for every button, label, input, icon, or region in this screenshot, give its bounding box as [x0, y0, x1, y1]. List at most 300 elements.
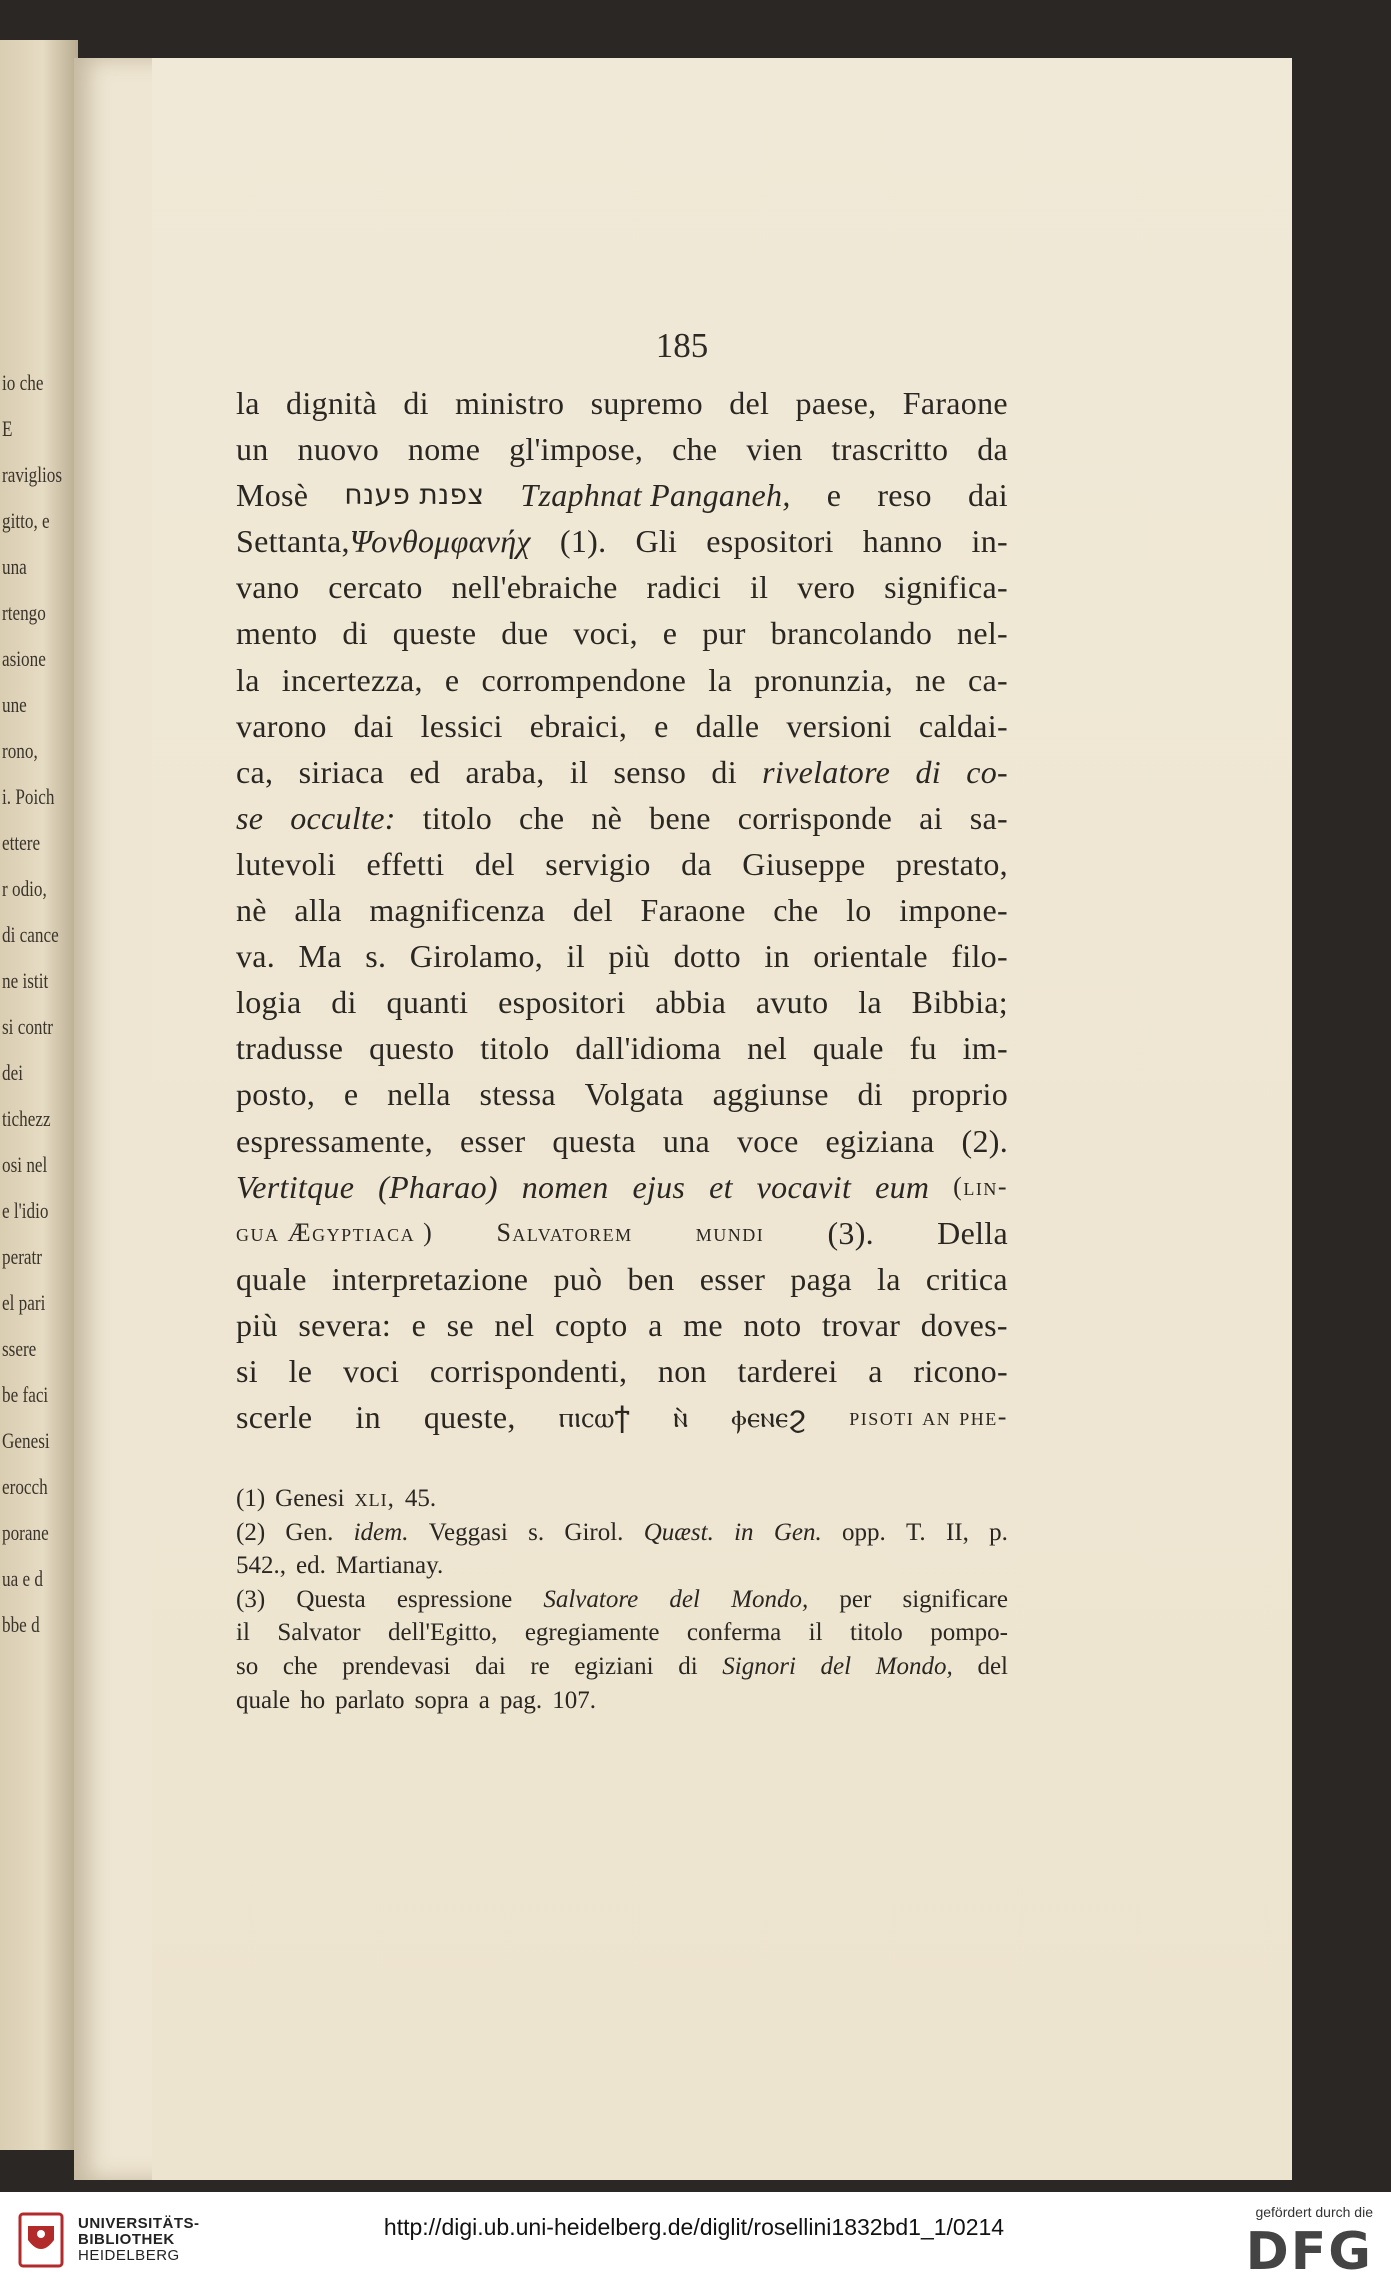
word: espressamente,	[236, 1122, 434, 1159]
word: tarderei	[737, 1352, 838, 1389]
word: T.	[906, 1518, 926, 1546]
word: so	[236, 1652, 259, 1680]
word: vano	[236, 569, 300, 606]
previous-page-edge	[0, 40, 78, 2150]
university-seal-icon	[18, 2212, 64, 2268]
word: va.	[236, 938, 276, 975]
word: ben	[627, 1260, 675, 1297]
page-number: 185	[655, 326, 709, 365]
prev-page-fragment: rtengo	[2, 600, 46, 625]
word: a	[478, 1686, 490, 1714]
word: bene	[649, 799, 711, 836]
word: quale	[236, 1260, 307, 1297]
prev-page-fragment: be faci	[2, 1382, 49, 1407]
word: ai	[919, 799, 943, 836]
prev-page-fragment: i. Poich	[2, 784, 55, 809]
word: dalle	[695, 707, 760, 744]
word: egiziana	[825, 1122, 935, 1159]
word: può	[553, 1260, 603, 1297]
word: ca-	[968, 661, 1008, 698]
word: critica	[925, 1260, 1008, 1297]
word: Salvator	[277, 1619, 361, 1647]
word: 542.,	[236, 1552, 286, 1580]
word: ed.	[296, 1552, 326, 1580]
word: nell'ebraiche	[451, 569, 618, 606]
word: espressione	[396, 1585, 513, 1613]
word: effetti	[366, 845, 445, 882]
word: non	[657, 1352, 707, 1389]
italic-word: di	[915, 753, 941, 790]
word: di	[403, 385, 429, 421]
prev-page-fragment: Genesi	[2, 1428, 50, 1453]
prev-page-fragment: dei	[2, 1060, 23, 1085]
word: titolo	[849, 1619, 903, 1647]
word: s.	[365, 938, 387, 975]
word: orientale	[813, 938, 928, 975]
word: mento	[236, 615, 318, 652]
word: aggiunse	[712, 1076, 829, 1113]
word: Bibbia;	[911, 984, 1008, 1021]
word: di	[342, 615, 368, 652]
word: hanno	[862, 523, 943, 560]
small-caps-word: (lin-	[953, 1171, 1008, 1201]
word: di	[857, 1076, 883, 1113]
text-line	[236, 933, 1008, 979]
word: araba,	[465, 753, 545, 790]
word: del	[729, 385, 770, 421]
italic-word: in	[734, 1518, 754, 1546]
small-caps-word: gua Ægyptiaca )	[236, 1217, 434, 1247]
word: incertezza,	[281, 661, 423, 698]
word: impone-	[899, 892, 1008, 929]
word: nè	[236, 892, 267, 929]
prev-page-fragment: erocch	[2, 1474, 48, 1499]
word: ho	[300, 1686, 326, 1714]
word: nel	[747, 1030, 788, 1067]
text-line	[236, 1256, 1008, 1302]
word: paga	[790, 1260, 852, 1297]
word: 107.	[552, 1686, 596, 1714]
word: dotto	[673, 938, 741, 975]
word: Mosè	[236, 477, 309, 514]
word: dell'Egitto,	[388, 1619, 498, 1647]
text-line	[236, 1071, 1008, 1117]
word: sopra	[414, 1686, 469, 1714]
word: Martianay.	[335, 1552, 444, 1580]
word: del	[572, 892, 613, 929]
word: che	[282, 1652, 318, 1680]
prev-page-fragment: ettere	[2, 830, 41, 855]
word: Gen.	[285, 1518, 334, 1546]
footnote-line	[236, 1482, 1008, 1516]
word: in	[764, 938, 790, 975]
italic-word: occulte:	[290, 799, 396, 836]
word: dai	[475, 1652, 506, 1680]
italic-word: Gen.	[773, 1518, 822, 1546]
word: dignità	[286, 385, 378, 421]
word: il	[566, 938, 585, 975]
word: Gli	[635, 523, 678, 560]
word: (2).	[961, 1122, 1008, 1159]
word: ministro	[455, 385, 565, 421]
word: una	[662, 1122, 711, 1159]
text-line	[236, 1302, 1008, 1348]
word: (1).	[559, 523, 607, 560]
word: quale	[812, 1030, 884, 1067]
italic-word: Salvatore	[543, 1585, 639, 1613]
word: p.	[989, 1518, 1008, 1546]
word: copto	[554, 1306, 628, 1343]
small-caps-word: Salvatorem	[496, 1217, 633, 1247]
word: più	[608, 938, 651, 975]
footnote-line	[236, 1583, 1008, 1617]
text-line	[236, 472, 1008, 518]
word: Ma	[298, 938, 342, 975]
word: abbia	[655, 984, 727, 1021]
italic-word: se	[236, 799, 264, 836]
prev-page-fragment: osi nel	[2, 1152, 48, 1177]
word: in	[355, 1399, 381, 1436]
word: noto	[743, 1306, 802, 1343]
logo-line-3: HEIDELBERG	[78, 2247, 180, 2264]
word: Veggasi	[428, 1518, 508, 1546]
word: che	[519, 799, 565, 836]
prev-page-fragment: rono,	[2, 738, 38, 763]
prev-page-fragment: gitto, e	[2, 508, 50, 533]
word: lessici	[420, 707, 503, 744]
word: la	[236, 661, 260, 698]
word: quale	[236, 1686, 291, 1714]
word: sa-	[969, 799, 1008, 836]
word: il	[808, 1619, 823, 1647]
word: dai	[967, 477, 1008, 514]
word: il	[749, 569, 769, 606]
italic-word: vocavit	[756, 1168, 852, 1205]
word: pag.	[499, 1686, 543, 1714]
word: siriaca	[298, 753, 385, 790]
italic-word: Tzaphnat Panganeh,	[520, 477, 791, 514]
coptic-word: ⲡⲓⲥⲱϯ	[558, 1400, 631, 1435]
word: nuovo	[297, 431, 380, 468]
prev-page-fragment: una	[2, 554, 27, 579]
italic-word: Quæst.	[643, 1518, 714, 1546]
word: logia	[236, 984, 302, 1021]
prev-page-fragment: ua e d	[2, 1566, 43, 1591]
italic-word: eum	[875, 1168, 930, 1205]
word: se	[446, 1306, 474, 1343]
word: il	[569, 753, 589, 790]
word: e	[444, 661, 460, 698]
word: conferma	[686, 1619, 782, 1647]
word: Della	[937, 1214, 1008, 1251]
prev-page-fragment: une	[2, 692, 27, 717]
word: lo	[846, 892, 872, 929]
word: significare	[902, 1585, 1008, 1613]
word: filo-	[951, 938, 1008, 975]
word: radici	[646, 569, 722, 606]
logo-line-2: BIBLIOTHEK	[78, 2231, 175, 2248]
prev-page-fragment: el pari	[2, 1290, 46, 1315]
word: voci	[342, 1352, 400, 1389]
italic-word: Mondo,	[731, 1585, 809, 1613]
word: re	[530, 1652, 550, 1680]
word: le	[288, 1352, 313, 1389]
word: corrompendone	[481, 661, 687, 698]
word: servigio	[545, 845, 651, 882]
word: avuto	[755, 984, 829, 1021]
word: trascritto	[831, 431, 949, 468]
word: ne	[915, 661, 946, 698]
word: a	[648, 1306, 663, 1343]
word: nè	[591, 799, 623, 836]
word: ebraici,	[529, 707, 628, 744]
italic-word: ejus	[632, 1168, 686, 1205]
word: magnificenza	[369, 892, 546, 929]
coptic-word: ⲫⲉⲛⲉϩ	[731, 1400, 807, 1435]
word: due	[501, 615, 549, 652]
word: espositori	[706, 523, 834, 560]
logo-line-1: UNIVERSITÄTS-	[78, 2215, 200, 2232]
prev-page-fragment: ssere	[2, 1336, 37, 1361]
word: si	[236, 1352, 258, 1389]
word: e	[654, 707, 669, 744]
text-line	[236, 1210, 1008, 1256]
word: queste	[392, 615, 477, 652]
text-line	[236, 380, 1008, 426]
word: nel-	[957, 615, 1008, 652]
prev-page-fragment: E	[2, 416, 13, 441]
word: Giuseppe	[742, 845, 866, 882]
word: nella	[387, 1076, 451, 1113]
word: Girol.	[564, 1518, 624, 1546]
italic-word: co-	[966, 753, 1008, 790]
word: caldai-	[918, 707, 1008, 744]
small-caps-word: pisoti an phe-	[849, 1402, 1008, 1432]
word: nel	[494, 1306, 535, 1343]
word: versioni	[786, 707, 892, 744]
body-text	[236, 380, 1008, 1440]
word: il	[236, 1619, 250, 1647]
text-line	[236, 979, 1008, 1025]
word: esser	[699, 1260, 766, 1297]
prev-page-fragment: asione	[2, 646, 46, 671]
word: scerle	[236, 1399, 313, 1436]
word: significa-	[884, 569, 1008, 606]
word: corrisponde	[737, 799, 893, 836]
word: quanti	[386, 984, 469, 1021]
word: più	[236, 1306, 278, 1343]
library-logo-text	[78, 2216, 200, 2264]
word: che	[672, 431, 718, 468]
word: la	[858, 984, 882, 1021]
prev-page-fragment: raviglios	[2, 462, 63, 487]
word: Faraone	[640, 892, 746, 929]
word: voce	[736, 1122, 799, 1159]
word: la	[708, 661, 732, 698]
text-line	[236, 610, 1008, 656]
word: brancolando	[770, 615, 933, 652]
word: (3).	[827, 1214, 874, 1251]
word: (2)	[236, 1518, 266, 1546]
word: proprio	[911, 1076, 1008, 1113]
word: reso	[877, 477, 932, 514]
word: titolo	[480, 1030, 550, 1067]
word: cercato	[328, 569, 423, 606]
word: parlato	[335, 1686, 405, 1714]
prev-page-fragment: tichezz	[2, 1106, 51, 1131]
italic-word: (Pharao)	[378, 1168, 498, 1205]
word: doves-	[920, 1306, 1008, 1343]
footnote-line	[236, 1650, 1008, 1684]
text-line	[236, 749, 1008, 795]
prev-page-fragment: si contr	[2, 1014, 54, 1039]
word: severa:	[298, 1306, 392, 1343]
word: Girolamo,	[409, 938, 544, 975]
prev-page-fragment: ne istit	[2, 968, 49, 993]
word: gl'impose,	[509, 431, 644, 468]
word: pompo-	[930, 1619, 1008, 1647]
text-line	[236, 657, 1008, 703]
text-line	[236, 518, 1008, 564]
prev-page-fragment: io che	[2, 370, 44, 395]
word: Faraone	[902, 385, 1008, 421]
italic-word: Mondo,	[875, 1652, 953, 1680]
text-line	[236, 426, 1008, 472]
source-url-link[interactable]: http://digi.ub.uni-heidelberg.de/diglit/rosellini1832bd1_1/0214	[383, 2214, 1005, 2240]
word: un	[236, 431, 269, 468]
word: pronunzia,	[754, 661, 894, 698]
word: Genesi	[275, 1485, 345, 1512]
word: corrispondenti,	[429, 1352, 628, 1389]
word: e	[826, 477, 842, 514]
word: che	[773, 892, 819, 929]
dfg-logo: DFG	[1245, 2222, 1373, 2282]
word: varono	[236, 707, 327, 744]
italic-word: Vertitque	[236, 1168, 355, 1205]
prev-page-fragment: peratr	[2, 1244, 43, 1269]
word: da	[977, 431, 1008, 468]
prev-page-fragment: e l'idio	[2, 1198, 49, 1223]
text-line	[236, 795, 1008, 841]
word: di	[711, 753, 737, 790]
word: vero	[797, 569, 856, 606]
word: espositori	[498, 984, 626, 1021]
word: e	[343, 1076, 359, 1113]
word: titolo	[422, 799, 493, 836]
text-line	[236, 887, 1008, 933]
book-page	[74, 58, 1292, 2180]
word: (1)	[236, 1485, 266, 1512]
text-line	[236, 703, 1008, 749]
word: Volgata	[584, 1076, 684, 1113]
word: stessa	[479, 1076, 556, 1113]
text-line	[236, 564, 1008, 610]
word: queste,	[423, 1399, 516, 1436]
funded-by-label: gefördert durch die	[1255, 2204, 1373, 2220]
word: s.	[528, 1518, 545, 1546]
italic-word: Signori	[722, 1652, 796, 1680]
word: e	[411, 1306, 427, 1343]
footnote-line	[236, 1516, 1008, 1550]
word: dai	[353, 707, 394, 744]
text-line	[236, 841, 1008, 887]
coptic-word: ⲛ̀	[673, 1400, 689, 1435]
footnote-line	[236, 1616, 1008, 1650]
word: la	[236, 385, 260, 421]
text-line	[236, 1164, 1008, 1210]
word: di	[678, 1652, 698, 1680]
text-line	[236, 1394, 1008, 1440]
word: interpretazione	[331, 1260, 529, 1297]
text-line	[236, 1118, 1008, 1164]
word: ed	[409, 753, 441, 790]
italic-word: nomen	[521, 1168, 609, 1205]
greek-word: Ψονθομφανήχ	[349, 523, 531, 560]
word: tradusse	[236, 1030, 344, 1067]
word: im-	[962, 1030, 1008, 1067]
footnote-line	[236, 1684, 1008, 1718]
italic-word: del	[669, 1585, 700, 1613]
word: esser	[459, 1122, 526, 1159]
word: me	[683, 1306, 723, 1343]
word: egiziani	[574, 1652, 654, 1680]
word: prestato,	[895, 845, 1008, 882]
word: dall'idioma	[575, 1030, 722, 1067]
word: a	[868, 1352, 883, 1389]
word: supremo	[590, 385, 703, 421]
prev-page-fragment: di cance	[2, 922, 59, 947]
word: paese,	[795, 385, 877, 421]
word: Questa	[296, 1585, 366, 1613]
word: ca,	[236, 753, 274, 790]
italic-word: idem.	[353, 1518, 409, 1546]
word: vien	[746, 431, 803, 468]
word: alla	[294, 892, 342, 929]
page-surface	[152, 58, 1292, 2180]
small-caps-word: mundi	[695, 1217, 765, 1247]
italic-word: rivelatore	[762, 753, 891, 790]
word: la	[877, 1260, 901, 1297]
prev-page-fragment: porane	[2, 1520, 49, 1545]
word: ricono-	[913, 1352, 1008, 1389]
word: II,	[945, 1518, 969, 1546]
word: lutevoli	[236, 845, 337, 882]
text-line	[236, 1025, 1008, 1071]
prev-page-fragment: bbe d	[2, 1612, 40, 1637]
word: Settanta,Ψονθομφανήχ	[236, 518, 531, 564]
prev-page-fragment: r odio,	[2, 876, 47, 901]
word: trovar	[821, 1306, 901, 1343]
word: egregiamente	[524, 1619, 660, 1647]
word: questa	[552, 1122, 636, 1159]
small-caps-word: xli,	[354, 1485, 395, 1512]
hebrew-word: צפנת פענח	[344, 478, 485, 512]
italic-word: del	[820, 1652, 852, 1680]
text-line	[236, 1348, 1008, 1394]
word: nome	[407, 431, 481, 468]
word: in-	[971, 523, 1008, 560]
word: fu	[909, 1030, 937, 1067]
word: da	[681, 845, 712, 882]
footnotes	[236, 1482, 1008, 1717]
word: di	[331, 984, 357, 1021]
word: pur	[702, 615, 746, 652]
word: opp.	[842, 1518, 886, 1546]
word: senso	[613, 753, 687, 790]
word: 45.	[404, 1485, 437, 1512]
word: (3)	[236, 1585, 266, 1613]
word: posto,	[236, 1076, 316, 1113]
